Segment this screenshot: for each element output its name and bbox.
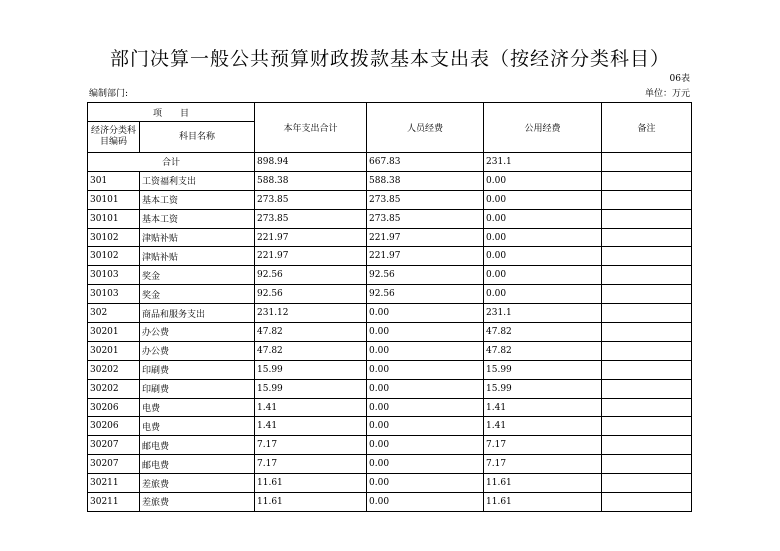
cell-total: 15.99 — [255, 379, 367, 398]
cell-econ-code: 30201 — [88, 341, 140, 360]
cell-econ-code: 30206 — [88, 398, 140, 417]
cell-personnel: 0.00 — [367, 493, 484, 512]
total-total: 898.94 — [255, 153, 367, 172]
expenditure-table — [87, 102, 692, 512]
table-row — [88, 247, 692, 266]
cell-personnel: 0.00 — [367, 304, 484, 323]
table-row — [88, 266, 692, 285]
cell-subject-name: 邮电费 — [140, 455, 255, 474]
header-public: 公用经费 — [484, 103, 602, 153]
cell-remark — [602, 379, 692, 398]
cell-remark — [602, 247, 692, 266]
table-row — [88, 304, 692, 323]
cell-public: 0.00 — [484, 171, 602, 190]
cell-public: 15.99 — [484, 360, 602, 379]
cell-personnel: 0.00 — [367, 436, 484, 455]
cell-remark — [602, 266, 692, 285]
cell-subject-name: 商品和服务支出 — [140, 304, 255, 323]
cell-public: 47.82 — [484, 341, 602, 360]
cell-public: 0.00 — [484, 190, 602, 209]
cell-total: 47.82 — [255, 341, 367, 360]
cell-personnel: 0.00 — [367, 323, 484, 342]
table-row — [88, 171, 692, 190]
cell-remark — [602, 455, 692, 474]
cell-remark — [602, 398, 692, 417]
cell-econ-code: 30207 — [88, 436, 140, 455]
cell-personnel: 221.97 — [367, 228, 484, 247]
cell-total: 221.97 — [255, 247, 367, 266]
page-title: 部门决算一般公共预算财政拨款基本支出表（按经济分类科目） — [109, 48, 670, 70]
cell-remark — [602, 360, 692, 379]
cell-econ-code: 30101 — [88, 209, 140, 228]
total-label: 合计 — [88, 153, 255, 172]
cell-econ-code: 301 — [88, 171, 140, 190]
cell-subject-name: 印刷费 — [140, 379, 255, 398]
total-row — [88, 153, 692, 172]
cell-econ-code: 30211 — [88, 474, 140, 493]
table-row — [88, 285, 692, 304]
cell-total: 11.61 — [255, 474, 367, 493]
cell-total: 1.41 — [255, 417, 367, 436]
cell-public: 0.00 — [484, 266, 602, 285]
cell-remark — [602, 417, 692, 436]
cell-personnel: 0.00 — [367, 341, 484, 360]
cell-total: 221.97 — [255, 228, 367, 247]
cell-econ-code: 30202 — [88, 360, 140, 379]
cell-personnel: 0.00 — [367, 360, 484, 379]
cell-remark — [602, 493, 692, 512]
table-row — [88, 379, 692, 398]
total-public: 231.1 — [484, 153, 602, 172]
cell-econ-code: 30101 — [88, 190, 140, 209]
cell-remark — [602, 304, 692, 323]
cell-subject-name: 办公费 — [140, 341, 255, 360]
table-row — [88, 455, 692, 474]
cell-remark — [602, 323, 692, 342]
cell-subject-name: 津贴补贴 — [140, 247, 255, 266]
cell-subject-name: 差旅费 — [140, 474, 255, 493]
cell-subject-name: 办公费 — [140, 323, 255, 342]
header-remark: 备注 — [602, 103, 692, 153]
cell-econ-code: 30206 — [88, 417, 140, 436]
cell-personnel: 588.38 — [367, 171, 484, 190]
cell-subject-name: 电费 — [140, 398, 255, 417]
table-row — [88, 417, 692, 436]
cell-public: 15.99 — [484, 379, 602, 398]
cell-total: 7.17 — [255, 436, 367, 455]
cell-subject-name: 奖金 — [140, 285, 255, 304]
cell-public: 0.00 — [484, 285, 602, 304]
header-subject-name: 科目名称 — [140, 122, 255, 153]
table-row — [88, 209, 692, 228]
cell-total: 1.41 — [255, 398, 367, 417]
cell-subject-name: 差旅费 — [140, 493, 255, 512]
cell-public: 1.41 — [484, 398, 602, 417]
cell-remark — [602, 436, 692, 455]
cell-personnel: 0.00 — [367, 417, 484, 436]
cell-total: 47.82 — [255, 323, 367, 342]
table-body — [88, 153, 692, 512]
cell-subject-name: 工资福利支出 — [140, 171, 255, 190]
cell-personnel: 92.56 — [367, 266, 484, 285]
cell-total: 273.85 — [255, 209, 367, 228]
cell-remark — [602, 341, 692, 360]
cell-econ-code: 30103 — [88, 285, 140, 304]
cell-public: 0.00 — [484, 209, 602, 228]
cell-econ-code: 302 — [88, 304, 140, 323]
table-row — [88, 228, 692, 247]
cell-total: 15.99 — [255, 360, 367, 379]
table-row — [88, 190, 692, 209]
cell-remark — [602, 474, 692, 493]
cell-econ-code: 30201 — [88, 323, 140, 342]
cell-public: 11.61 — [484, 474, 602, 493]
cell-econ-code: 30211 — [88, 493, 140, 512]
cell-subject-name: 邮电费 — [140, 436, 255, 455]
unit-label: 单位：万元 — [644, 89, 690, 99]
cell-remark — [602, 228, 692, 247]
cell-personnel: 273.85 — [367, 190, 484, 209]
report-meta — [89, 86, 690, 99]
cell-public: 11.61 — [484, 493, 602, 512]
table-row — [88, 360, 692, 379]
header-total: 本年支出合计 — [255, 103, 367, 153]
cell-total: 7.17 — [255, 455, 367, 474]
department-label: 编制部门: — [89, 89, 129, 99]
cell-personnel: 0.00 — [367, 379, 484, 398]
header-item-group: 项 目 — [88, 103, 255, 122]
cell-remark — [602, 190, 692, 209]
table-row — [88, 436, 692, 455]
table-row — [88, 398, 692, 417]
table-row — [88, 493, 692, 512]
cell-total: 11.61 — [255, 493, 367, 512]
cell-econ-code: 30202 — [88, 379, 140, 398]
table-row — [88, 341, 692, 360]
cell-public: 1.41 — [484, 417, 602, 436]
table-row — [88, 474, 692, 493]
cell-total: 92.56 — [255, 285, 367, 304]
cell-total: 588.38 — [255, 171, 367, 190]
cell-public: 0.00 — [484, 247, 602, 266]
cell-public: 47.82 — [484, 323, 602, 342]
cell-remark — [602, 285, 692, 304]
cell-remark — [602, 171, 692, 190]
cell-public: 7.17 — [484, 436, 602, 455]
cell-public: 0.00 — [484, 228, 602, 247]
cell-subject-name: 电费 — [140, 417, 255, 436]
cell-econ-code: 30103 — [88, 266, 140, 285]
cell-total: 92.56 — [255, 266, 367, 285]
cell-remark — [602, 209, 692, 228]
total-remark — [602, 153, 692, 172]
cell-public: 7.17 — [484, 455, 602, 474]
form-number: 06表 — [669, 74, 690, 84]
header-econ-code: 经济分类科目编码 — [88, 122, 140, 153]
cell-subject-name: 奖金 — [140, 266, 255, 285]
total-personnel: 667.83 — [367, 153, 484, 172]
cell-econ-code: 30102 — [88, 247, 140, 266]
cell-personnel: 92.56 — [367, 285, 484, 304]
table-row — [88, 323, 692, 342]
header-personnel: 人员经费 — [367, 103, 484, 153]
cell-public: 231.1 — [484, 304, 602, 323]
cell-total: 231.12 — [255, 304, 367, 323]
cell-personnel: 0.00 — [367, 398, 484, 417]
cell-econ-code: 30102 — [88, 228, 140, 247]
cell-personnel: 221.97 — [367, 247, 484, 266]
cell-subject-name: 基本工资 — [140, 209, 255, 228]
cell-subject-name: 基本工资 — [140, 190, 255, 209]
cell-econ-code: 30207 — [88, 455, 140, 474]
cell-total: 273.85 — [255, 190, 367, 209]
cell-personnel: 0.00 — [367, 455, 484, 474]
cell-subject-name: 津贴补贴 — [140, 228, 255, 247]
cell-subject-name: 印刷费 — [140, 360, 255, 379]
cell-personnel: 0.00 — [367, 474, 484, 493]
cell-personnel: 273.85 — [367, 209, 484, 228]
